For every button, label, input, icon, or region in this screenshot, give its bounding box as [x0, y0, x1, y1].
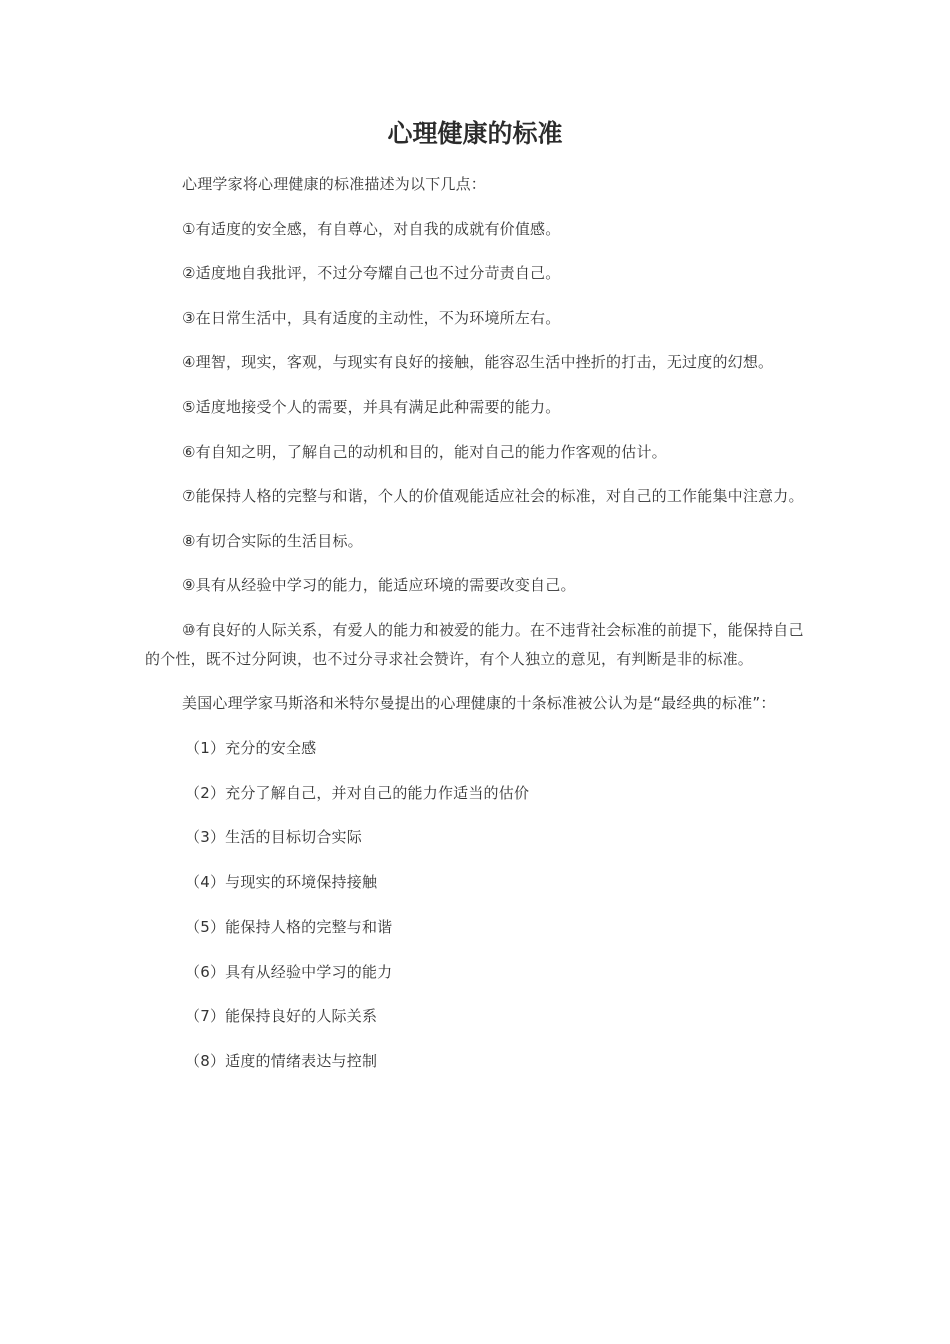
document-body [145, 170, 810, 1092]
list-item: ⑥有自知之明，了解自己的动机和目的，能对自己的能力作客观的估计。 [182, 442, 667, 461]
list-item: ⑧有切合实际的生活目标。 [182, 531, 363, 550]
list-item: ①有适度的安全感，有自尊心，对自我的成就有价值感。 [182, 219, 561, 238]
list-item: （8）适度的情绪表达与控制 [185, 1052, 378, 1071]
standards-list [145, 215, 810, 674]
list-item: ⑦能保持人格的完整与和谐，个人的价值观能适应社会的标准，对自己的工作能集中注意力。 [182, 487, 804, 506]
list-item: ⑤适度地接受个人的需要，并具有满足此种需要的能力。 [182, 397, 561, 416]
page-title: 心理健康的标准 [387, 119, 563, 148]
list-item: （1）充分的安全感 [185, 738, 317, 757]
list-item: ⑩有良好的人际关系，有爱人的能力和被爱的能力。在不违背社会标准的前提下，能保持自己的个性，既不过分阿谀，也不过分寻求社会赞许，有个人独立的意见，有判断是非的标准。 [145, 620, 804, 668]
list-item: ②适度地自我批评，不过分夸耀自己也不过分苛责自己。 [182, 264, 561, 283]
list-item: ④理智，现实，客观，与现实有良好的接触，能容忍生活中挫折的打击，无过度的幻想。 [182, 353, 774, 372]
list-item: （6）具有从经验中学习的能力 [185, 962, 393, 981]
intro-paragraph: 心理学家将心理健康的标准描述为以下几点： [182, 175, 487, 193]
list-item: （7）能保持良好的人际关系 [185, 1007, 378, 1026]
list-item: （2）充分了解自己，并对自己的能力作适当的估价 [185, 783, 530, 802]
maslow-standards-list [145, 734, 810, 1076]
list-item: （4）与现实的环境保持接触 [185, 873, 378, 892]
maslow-intro-paragraph: 美国心理学家马斯洛和米特尔曼提出的心理健康的十条标准被公认为是“最经典的标准”： [182, 694, 776, 713]
list-item: ⑨具有从经验中学习的能力，能适应环境的需要改变自己。 [182, 576, 576, 595]
list-item: （5）能保持人格的完整与和谐 [185, 917, 393, 936]
list-item: ③在日常生活中，具有适度的主动性，不为环境所左右。 [182, 308, 561, 327]
list-item: （3）生活的目标切合实际 [185, 828, 362, 847]
